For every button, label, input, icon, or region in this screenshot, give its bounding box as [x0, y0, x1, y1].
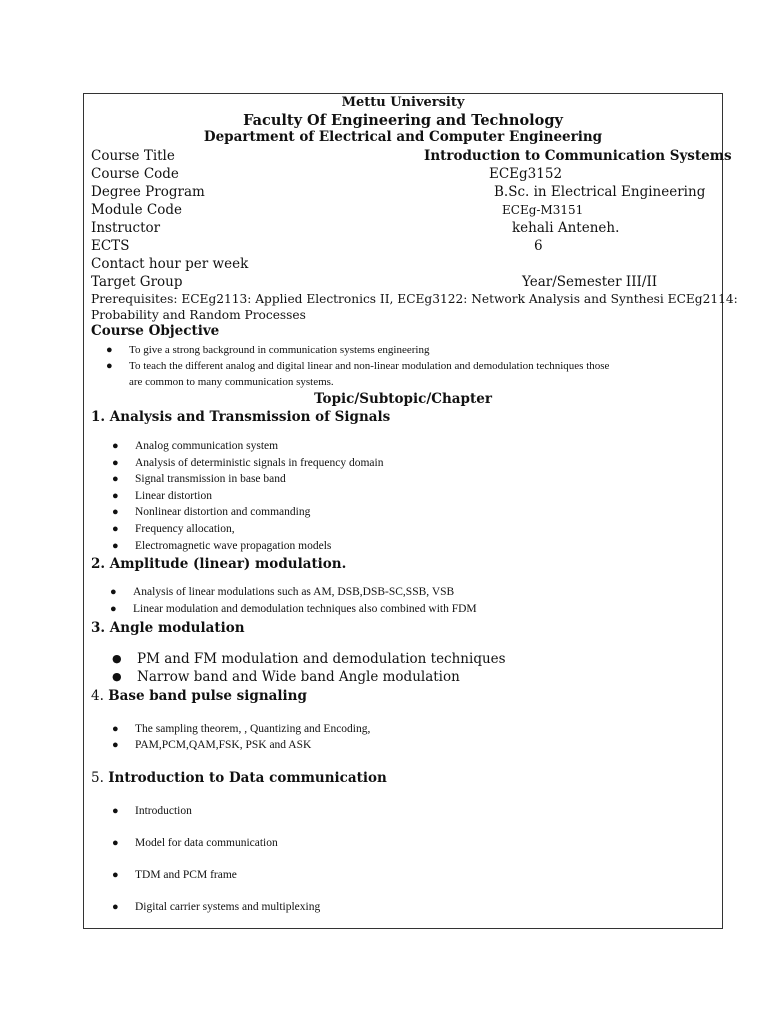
degree-program-label: Degree Program [91, 184, 205, 200]
bullet-icon: ● [112, 670, 122, 683]
bullet-icon: ● [112, 523, 119, 535]
bullet-icon: ● [106, 360, 113, 372]
university-name: Mettu University [341, 95, 465, 110]
section-2-title: 2. Amplitude (linear) modulation. [91, 556, 347, 572]
bullet-icon: ● [112, 457, 119, 469]
faculty-name: Faculty Of Engineering and Technology [243, 112, 563, 129]
ects-value: 6 [534, 238, 543, 254]
bullet-icon: ● [112, 837, 119, 849]
bullet-icon: ● [112, 440, 119, 452]
target-group-value: Year/Semester III/II [522, 274, 658, 290]
target-group-label: Target Group [91, 274, 183, 290]
course-code-value: ECEg3152 [489, 166, 563, 182]
bullet-icon: ● [112, 869, 119, 881]
bullet-icon: ● [112, 490, 119, 502]
contact-hour-label: Contact hour per week [91, 256, 249, 272]
instructor-label: Instructor [91, 220, 161, 236]
module-code-label: Module Code [91, 202, 182, 218]
course-title-value: Introduction to Communication Systems [424, 148, 732, 164]
bullet-icon: ● [112, 805, 119, 817]
ects-label: ECTS [91, 238, 130, 254]
bullet-icon: ● [112, 652, 122, 665]
section-5-title: 5. Introduction to Data communication [91, 770, 387, 786]
instructor-value: kehali Anteneh. [512, 220, 620, 236]
prerequisites-line-1: Prerequisites: ECEg2113: Applied Electronics II, ECEg3122: Network Analysis and Synthesi ECEg2114: [91, 292, 738, 306]
bullet-icon: ● [112, 901, 119, 913]
bullet-icon: ● [110, 603, 117, 615]
course-title-label: Course Title [91, 148, 175, 164]
bullet-icon: ● [110, 586, 117, 598]
bullet-icon: ● [112, 473, 119, 485]
bullet-icon: ● [112, 723, 119, 735]
course-code-label: Course Code [91, 166, 179, 182]
objective-item-continuation: are common to many communication systems. [129, 376, 334, 388]
course-objective-heading: Course Objective [91, 323, 220, 339]
module-code-value: ECEg-M3151 [502, 203, 584, 217]
topic-heading: Topic/Subtopic/Chapter [314, 391, 492, 407]
section-4-title: 4. Base band pulse signaling [91, 688, 307, 704]
degree-program-value: B.Sc. in Electrical Engineering [494, 184, 706, 200]
bullet-icon: ● [112, 506, 119, 518]
section-3-title: 3. Angle modulation [91, 620, 245, 636]
bullet-icon: ● [106, 344, 113, 356]
bullet-icon: ● [112, 739, 119, 751]
bullet-icon: ● [112, 540, 119, 552]
department-name: Department of Electrical and Computer Engineering [203, 129, 603, 145]
section-1-title: 1. Analysis and Transmission of Signals [91, 409, 391, 425]
course-outline-box: Mettu University Faculty Of Engineering and Technology Department of Electrical and Computer Engineering Course Title Introduction to Communication Systems Course Code ECEg3152 Degree Program B.Sc. in Electrical Engineering Module Code ECEg-M3151 Instructor kehali Anteneh. ECTS 6 Contact hour per week Target Group Year/Semester III/II Prerequisites: ECEg2113: Applied Electronics II, ECEg3122: Network Analysis and Synthesi ECEg2114: Probability and Random Processes Course Objective ● To give a strong background in communication systems engineering ● To teach the different analog and digital linear and non-linear modulation and demodulation techniques those are common to many communication systems. Topic/Subtopic/Chapter 1. Analysis and Transmission of Signals ● Analog communication system ● Analysis of deterministic signals in frequency domain ● Signal transmission in base band ● Linear distortion ● Nonlinear distortion and commanding ● Frequency allocation, ● Electromagnetic wave propagation models 2. Amplitude (linear) modulation. ● Analysis of linear modulations such as AM, DSB,DSB-SC,SSB, VSB ● Linear modulation and demodulation techniques also combined with FDM 3. Angle modulation ● PM and FM modulation and demodulation techniques ● Narrow band and Wide band Angle modulation 4. Base band pulse signaling ● The sampling theorem, , Quantizing and Encoding, ● PAM,PCM,QAM,FSK, PSK and ASK 5. Introduction to Data communication ● Introduction ● Model for data communication ● TDM and PCM frame ● Digital carrier systems and multiplexing [83, 93, 723, 929]
prerequisites-line-2: Probability and Random Processes [91, 308, 306, 322]
